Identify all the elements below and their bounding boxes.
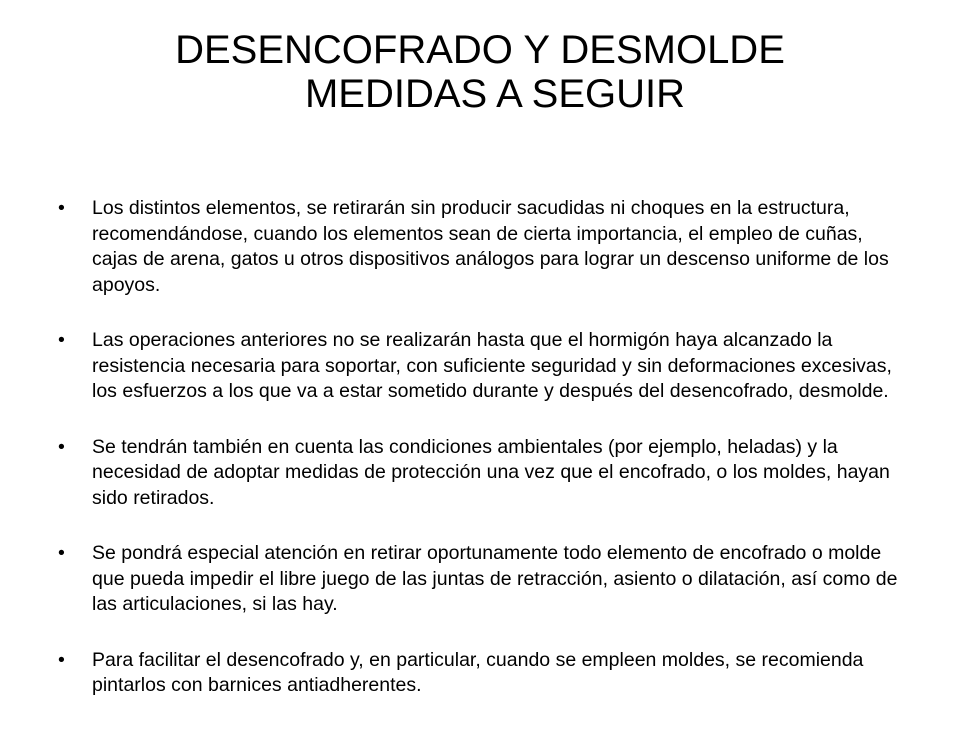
- bullet-item: • Se pondrá especial atención en retirar oportunamente todo elemento de encofrado o molde que pueda impedir el libre juego de las juntas de retracción, asiento o dilatación, así como de las articulaciones, si las hay.: [58, 541, 898, 618]
- bullet-item: • Las operaciones anteriores no se realizarán hasta que el hormigón haya alcanzado la resistencia necesaria para soportar, con suficiente seguridad y sin deformaciones excesivas, los esfuerzos a los que va a estar sometido durante y después del desencofrado, desmolde.: [58, 328, 898, 405]
- title-line-2: MEDIDAS A SEGUIR: [304, 72, 686, 116]
- slide-title: [0, 28, 960, 116]
- bullet-item: • Se tendrán también en cuenta las condiciones ambientales (por ejemplo, heladas) y la necesidad de adoptar medidas de protección una vez que el encofrado, o los moldes, hayan sido retirados.: [58, 435, 898, 512]
- title-line-1: DESENCOFRADO Y DESMOLDE: [175, 28, 785, 72]
- bullet-list: [58, 196, 898, 729]
- bullet-item: • Los distintos elementos, se retirarán sin producir sacudidas ni choques en la estructura, recomendándose, cuando los elementos sean de cierta importancia, el empleo de cuñas, cajas de arena, gatos u otros dispositivos análogos para lograr un descenso uniforme de los apoyos.: [58, 196, 898, 298]
- bullet-item: • Para facilitar el desencofrado y, en particular, cuando se empleen moldes, se recomienda pintarlos con barnices antiadherentes.: [58, 648, 898, 699]
